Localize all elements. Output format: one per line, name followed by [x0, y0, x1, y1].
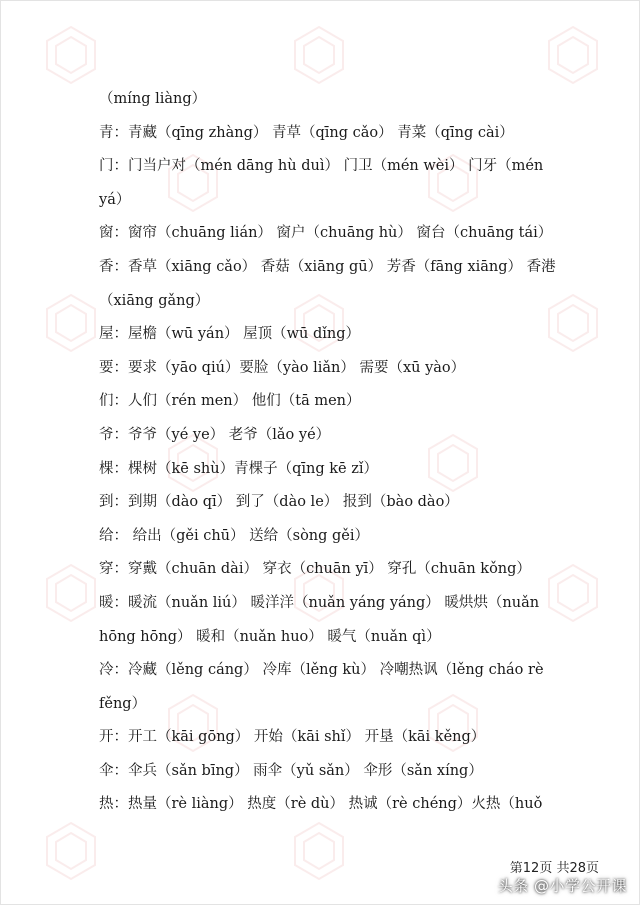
text-line: 青：青藏（qīng zhàng） 青草（qīng cǎo） 青菜（qīng cài） [99, 124, 514, 141]
text-line: 给： 给出（gěi chū） 送给（sòng gěi） [99, 527, 370, 544]
page-footer [1, 844, 640, 904]
text-line: 窗：窗帘（chuāng lián） 窗户（chuāng hù） 窗台（chuāng tái） [99, 225, 553, 242]
text-line: 伞：伞兵（sǎn bīng） 雨伞（yǔ sǎn） 伞形（sǎn xíng） [99, 762, 483, 779]
text-line: yá） [99, 191, 131, 208]
watermark-hexagon-icon [39, 23, 103, 87]
text-line: 棵：棵树（kē shù）青棵子（qīng kē zǐ） [99, 460, 378, 477]
text-line: 们：人们（rén men） 他们（tā men） [99, 393, 361, 410]
text-line: fěng） [99, 695, 147, 712]
text-line: （míng liàng） [99, 91, 207, 107]
watermark-hexagon-icon [541, 23, 605, 87]
text-line: 穿：穿戴（chuān dài） 穿衣（chuān yī） 穿孔（chuān kǒng） [99, 561, 531, 578]
text-line: 屋：屋檐（wū yán） 屋顶（wū dǐng） [99, 326, 361, 343]
page-number: 第12页 共28页 [509, 861, 599, 876]
text-line: （xiāng gǎng） [99, 292, 210, 309]
text-line: 门：门当户对（mén dāng hù duì） 门卫（mén wèi） 门牙（mén [99, 158, 544, 175]
watermark-hexagon-icon [39, 561, 103, 625]
text-line: 开：开工（kāi gōng） 开始（kāi shǐ） 开垦（kāi kěng） [99, 729, 486, 746]
text-line: 香：香草（xiāng cǎo） 香菇（xiāng gū） 芳香（fāng xiāng） 香港 [99, 258, 556, 275]
text-line: 冷：冷藏（lěng cáng） 冷库（lěng kù） 冷嘲热讽（lěng cháo rè [99, 662, 544, 679]
text-line: 爷：爷爷（yé ye） 老爷（lǎo yé） [99, 426, 331, 443]
vocabulary-list [99, 83, 559, 822]
watermark-hexagon-icon [39, 291, 103, 355]
text-line: 要：要求（yāo qiú）要脸（yào liǎn） 需要（xū yào） [99, 359, 466, 376]
brand-watermark: 头条 @小学公开课 [497, 877, 627, 895]
text-line: 热：热量（rè liàng） 热度（rè dù） 热诚（rè chéng）火热（huǒ [99, 796, 543, 813]
text-line: 到：到期（dào qī） 到了（dào le） 报到（bào dào） [99, 494, 459, 511]
text-line: hōng hōng） 暖和（nuǎn huo） 暖气（nuǎn qì） [99, 628, 441, 645]
watermark-hexagon-icon [287, 23, 351, 87]
text-line: 暖：暖流（nuǎn liú） 暖洋洋（nuǎn yáng yáng） 暖烘烘（nuǎn [99, 594, 540, 611]
